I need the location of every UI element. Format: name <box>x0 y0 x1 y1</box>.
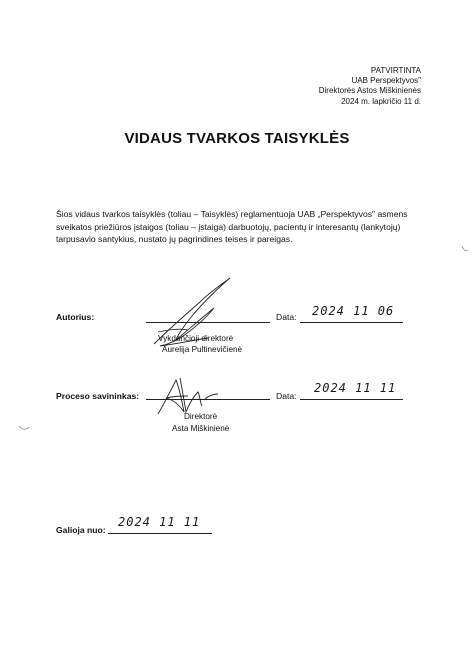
approval-block <box>319 66 421 107</box>
owner-date-line <box>300 399 403 400</box>
margin-mark-left <box>18 424 30 432</box>
author-label: Autorius: <box>56 312 95 322</box>
owner-label: Proceso savininkas: <box>56 391 140 401</box>
author-date-value: 2024 11 06 <box>312 304 395 318</box>
owner-date-value: 2024 11 11 <box>314 381 397 395</box>
author-date-label: Data: <box>276 312 297 322</box>
approval-director: Direktorės Astos Miškinienės <box>318 86 421 96</box>
valid-from-label: Galioja nuo: <box>56 525 106 535</box>
approval-title: PATVIRTINTA <box>370 66 421 75</box>
author-name: Aurelija Pultinevičienė <box>162 345 243 354</box>
valid-from-line <box>108 533 212 534</box>
document-title: VIDAUS TVARKOS TAISYKLĖS <box>124 130 350 147</box>
owner-name: Asta Miškinienė <box>172 424 230 433</box>
owner-date-label: Data: <box>276 391 297 401</box>
approval-date: 2024 m. lapkričio 11 d. <box>341 96 421 106</box>
intro-paragraph: Šios vidaus tvarkos taisyklės (toliau – Taisyklės) reglamentuoja UAB „Perspektyvos" asmens sveikatos priežiūros įstaigos (toliau – įstaiga) darbuotojų, pacientų ir interesantų (lankytojų) tarpusavio santykius, nustato jų pagrindines teises ir pareigas. <box>56 209 408 245</box>
author-date-line <box>300 322 403 323</box>
margin-mark-top <box>460 244 470 254</box>
owner-position: Direktorė <box>184 412 218 421</box>
valid-from-date-value: 2024 11 11 <box>118 515 201 529</box>
approval-company: UAB Perspektyvos" <box>351 76 421 86</box>
author-position: Vykdančioji direktorė <box>158 334 234 343</box>
